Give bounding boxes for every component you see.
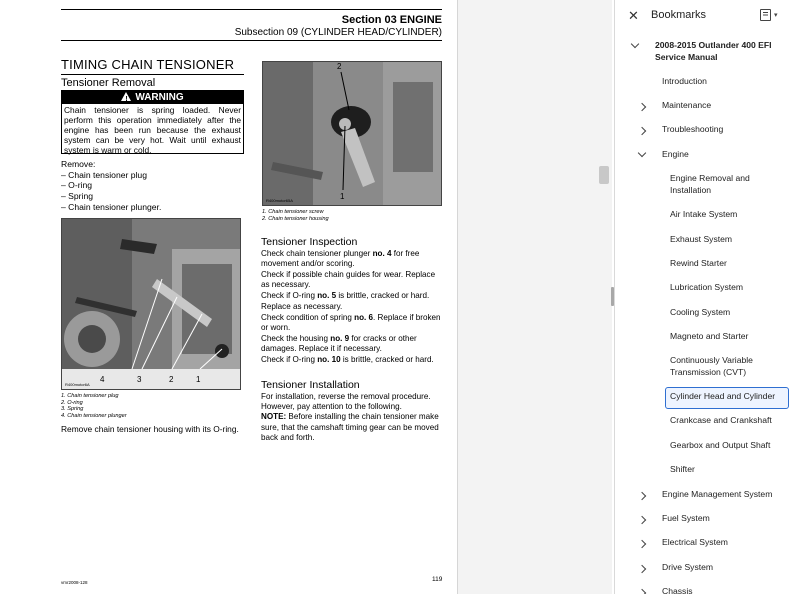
- tensioner-housing-photo: [262, 61, 442, 206]
- inspection-text-segment: Check chain tensioner plunger: [261, 249, 373, 258]
- bookmarks-panel: [614, 0, 794, 594]
- note-label: NOTE:: [261, 412, 287, 422]
- bookmark-item[interactable]: Drive System: [662, 562, 714, 572]
- bookmark-item[interactable]: Engine: [662, 149, 689, 159]
- caption-line: 2. Chain tensioner housing: [262, 215, 329, 222]
- bookmark-item[interactable]: Rewind Starter: [670, 258, 727, 268]
- bookmark-item[interactable]: Introduction: [662, 76, 707, 86]
- chevron-right-icon[interactable]: [638, 540, 646, 548]
- caption-line: 2. O-ring: [61, 399, 83, 406]
- chevron-right-icon[interactable]: [638, 127, 646, 135]
- installation-note: [261, 412, 445, 443]
- part-reference: no. 5: [317, 291, 337, 301]
- page-number: 119: [432, 576, 443, 583]
- inspection-text-segment: . Replace if broken or worn.: [261, 312, 441, 332]
- list-item: – Spring: [61, 191, 94, 202]
- inspection-text-segment: for cracks or other damages. Replace it if necessary.: [261, 333, 417, 354]
- bookmark-item[interactable]: Fuel System: [662, 513, 710, 523]
- inspection-text-segment: Check the housing: [261, 333, 331, 343]
- inspection-paragraph: [261, 249, 445, 269]
- bookmark-item[interactable]: Crankcase and Crankshaft: [670, 415, 772, 425]
- callout-label: 2: [169, 375, 174, 384]
- bookmark-item[interactable]: Cooling System: [670, 307, 731, 317]
- caption-line: 1. Chain tensioner screw: [262, 209, 324, 215]
- inspection-text-segment: is brittle, cracked or hard. Replace as necessary.: [261, 291, 430, 311]
- note-text: Before installing the chain tensioner make sure, that the camshaft timing gear can be moved back and forth.: [261, 412, 439, 442]
- list-item: – O-ring: [61, 180, 93, 191]
- inspection-paragraph: [261, 270, 445, 290]
- bookmark-item[interactable]: Cylinder Head and Cylinder: [670, 391, 776, 401]
- bookmark-options-icon[interactable]: [760, 9, 771, 21]
- bookmark-item[interactable]: Continuously Variable Transmission (CVT): [670, 355, 753, 377]
- chevron-right-icon[interactable]: [638, 103, 646, 111]
- installation-heading: Tensioner Installation: [261, 379, 360, 391]
- bookmark-item[interactable]: Maintenance: [662, 100, 712, 110]
- installation-text: [261, 392, 445, 443]
- bookmark-item[interactable]: Troubleshooting: [662, 124, 724, 134]
- warning-icon: [121, 92, 131, 101]
- callout-label: 2: [337, 62, 342, 71]
- section-title: Section 03 ENGINE: [341, 14, 442, 26]
- caption-line: 4. Chain tensioner plunger: [61, 412, 127, 419]
- inspection-text-segment: Check if O-ring: [261, 355, 318, 365]
- heading-rule: [61, 74, 244, 75]
- header-rule-bottom: [61, 40, 442, 41]
- callout-label: 1: [340, 192, 345, 201]
- warning-box: [61, 90, 244, 154]
- part-reference: no. 4: [372, 249, 392, 258]
- inspection-paragraph: [261, 291, 445, 311]
- inspection-text-segment: is brittle, cracked or hard.: [340, 355, 434, 365]
- remove-housing-text: Remove chain tensioner housing with its O-ring.: [61, 424, 239, 434]
- header-rule: [61, 9, 442, 10]
- chevron-right-icon[interactable]: [638, 565, 646, 573]
- photo-code: R400motor6A: [65, 382, 90, 387]
- close-icon[interactable]: ✕: [628, 8, 639, 23]
- inspection-text-segment: Check condition of spring: [261, 312, 355, 322]
- photo-code: R400motor65A: [266, 198, 293, 203]
- list-item: – Chain tensioner plunger.: [61, 201, 162, 212]
- warning-text: Chain tensioner is spring loaded. Never perform this operation immediately after the engine has been run because the exhaust system can be very hot. Wait until exhaust system is warm or cold.: [64, 105, 241, 155]
- bookmark-item[interactable]: Chassis: [662, 586, 693, 594]
- bookmark-item[interactable]: Engine Management System: [662, 489, 773, 499]
- inspection-text-segment: Check if possible chain guides for wear. Replace as necessary.: [261, 270, 436, 290]
- sub-heading: Tensioner Removal: [61, 77, 156, 89]
- chevron-right-icon[interactable]: [638, 492, 646, 500]
- main-heading: TIMING CHAIN TENSIONER: [61, 57, 235, 72]
- chevron-down-icon[interactable]: [638, 149, 646, 157]
- photo2-caption: [262, 209, 329, 222]
- inspection-paragraph: [261, 355, 445, 365]
- bookmark-item[interactable]: 2008-2015 Outlander 400 EFI Service Manual: [655, 40, 772, 62]
- chevron-right-icon[interactable]: [638, 589, 646, 594]
- bookmark-item[interactable]: Magneto and Starter: [670, 331, 749, 341]
- bookmark-item[interactable]: Shifter: [670, 464, 695, 474]
- callout-label: 1: [196, 375, 201, 384]
- warning-label: WARNING: [135, 92, 184, 103]
- inspection-paragraph: [261, 313, 445, 333]
- scroll-thumb[interactable]: [599, 166, 609, 184]
- chevron-down-icon[interactable]: ▾: [774, 12, 778, 19]
- caption-line: 3. Spring: [61, 406, 84, 413]
- list-item: Remove:: [61, 159, 96, 169]
- chevron-right-icon[interactable]: [638, 516, 646, 524]
- bookmark-item[interactable]: Air Intake System: [670, 209, 738, 219]
- bookmark-item[interactable]: Gearbox and Output Shaft: [670, 440, 771, 450]
- inspection-heading: Tensioner Inspection: [261, 236, 358, 248]
- bookmark-item[interactable]: Engine Removal and Installation: [670, 173, 750, 195]
- remove-list: [61, 159, 161, 213]
- bookmark-item[interactable]: Exhaust System: [670, 234, 733, 244]
- warning-header: [62, 91, 243, 104]
- vertical-scrollbar[interactable]: [598, 0, 612, 594]
- inspection-text: [261, 249, 445, 366]
- part-reference: no. 6: [354, 312, 374, 322]
- bookmark-item[interactable]: Electrical System: [662, 537, 728, 547]
- part-reference: no. 10: [317, 355, 341, 365]
- subsection-title: Subsection 09 (CYLINDER HEAD/CYLINDER): [234, 27, 442, 38]
- tensioner-parts-photo: [61, 218, 241, 390]
- inspection-paragraph: [261, 334, 445, 354]
- inspection-text-segment: for free movement and/or scoring.: [261, 249, 420, 269]
- footer-code: vmr2008-128: [61, 580, 88, 585]
- part-reference: no. 9: [330, 333, 350, 343]
- chevron-down-icon[interactable]: [631, 40, 639, 48]
- bookmarks-title: Bookmarks: [651, 9, 707, 21]
- photo1-caption: [61, 393, 127, 419]
- list-item: – Chain tensioner plug: [61, 169, 147, 180]
- bookmark-item[interactable]: Lubrication System: [670, 282, 744, 292]
- inspection-text-segment: Check if O-ring: [261, 291, 318, 301]
- installation-paragraph: For installation, reverse the removal procedure. However, pay attention to the following.: [261, 392, 431, 412]
- callout-label: 4: [100, 375, 105, 384]
- callout-label: 3: [137, 375, 142, 384]
- caption-line: 1. Chain tensioner plug: [61, 393, 119, 399]
